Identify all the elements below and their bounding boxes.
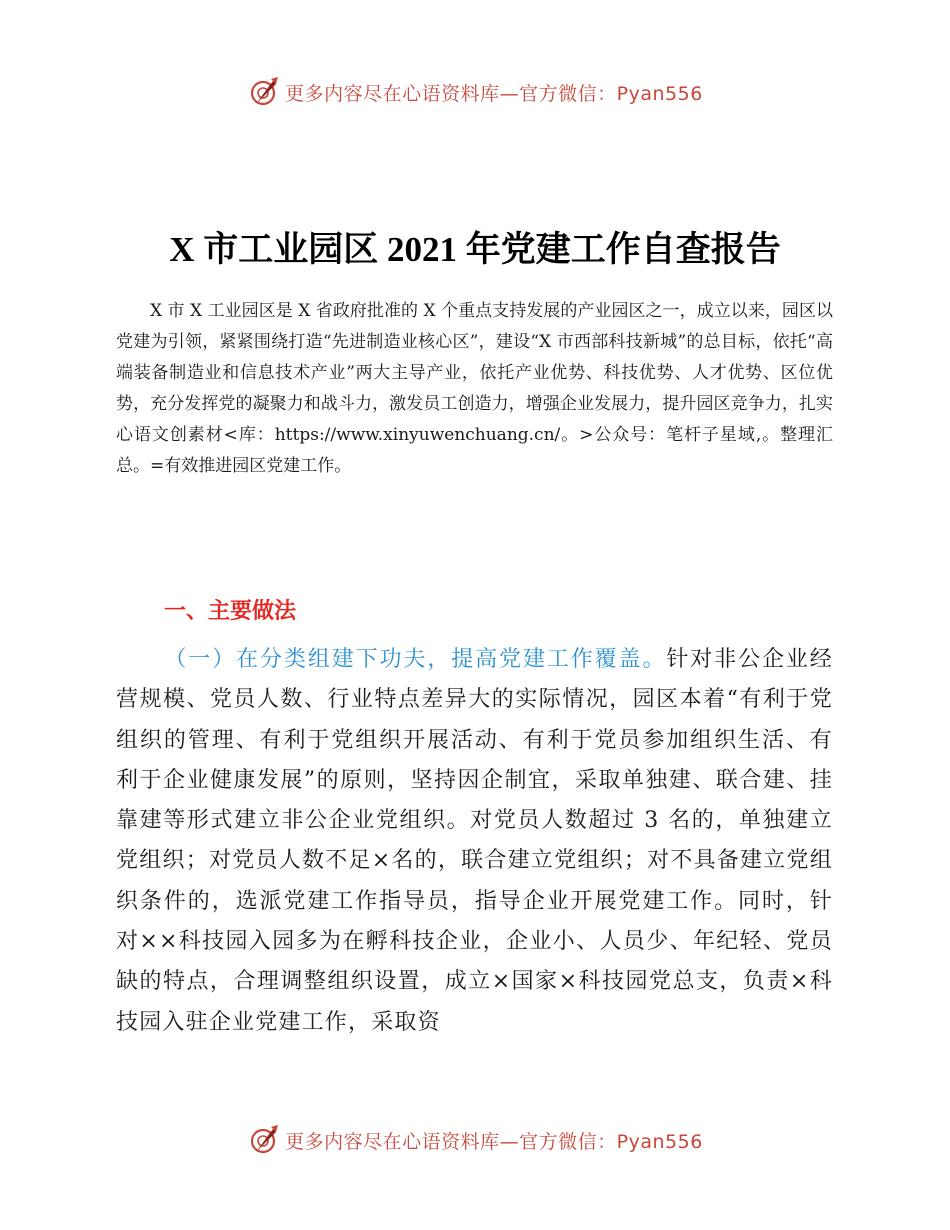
section-heading: 一、主要做法 <box>164 599 297 624</box>
header-banner <box>0 72 950 112</box>
footer-banner <box>0 1120 950 1160</box>
banner-text: 更多内容尽在心语资料库—官方微信：Pyan556 <box>285 1130 703 1153</box>
banner-text: 更多内容尽在心语资料库—官方微信：Pyan556 <box>285 82 703 105</box>
document-title: X 市工业园区 2021 年党建工作自查报告 <box>169 230 781 269</box>
quill-logo-icon <box>247 75 281 109</box>
quill-logo-icon <box>247 1123 281 1157</box>
sub-heading: （一）在分类组建下功夫，提高党建工作覆盖。 <box>164 647 667 672</box>
body-paragraph <box>116 640 833 1043</box>
body-text: 针对非公企业经营规模、党员人数、行业特点差异大的实际情况，园区本着“有利于党组织的管理、有利于党组织开展活动、有利于党员参加组织生活、有利于企业健康发展”的原则，坚持因企制宜，采取单独建、联合建、挂靠建等形式建立非公企业党组织。对党员人数超过 3 名的，单独建立党组织；对党员人数不足×名的，联合建立党组织；对不具备建立党组织条件的，选派党建工作指导员，指导企业开展党建工作。同时，针对××科技园入园多为在孵科技企业，企业小、人员少、年纪轻、党员缺的特点，合理调整组织设置，成立×国家×科技园党总支，负责×科技园入驻企业党建工作，采取资 <box>116 647 833 1035</box>
intro-paragraph: X 市 X 工业园区是 X 省政府批准的 X 个重点支持发展的产业园区之一，成立以来，园区以党建为引领，紧紧围绕打造“先进制造业核心区”，建设“X 市西部科技新城”的总目标，依托“高端装备制造业和信息技术产业”两大主导产业，依托产业优势、科技优势、人才优势、区位优势，充分发挥党的凝聚力和战斗力，激发员工创造力，增强企业发展力，提升园区竞争力，扎实心语文创素材<库：https://www.xinyuwenchuang.cn/。>公众号：笔杆子星域,。整理汇总。=有效推进园区党建工作。 <box>116 301 833 476</box>
